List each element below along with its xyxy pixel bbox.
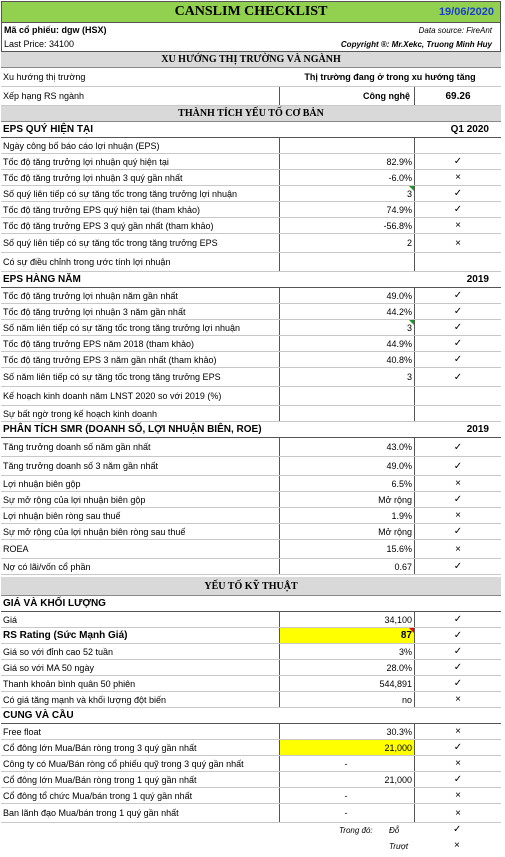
table-row xyxy=(1,438,501,457)
table-row xyxy=(1,387,501,406)
row-check: ✓ xyxy=(453,662,463,673)
row-check: ✓ xyxy=(453,526,463,537)
table-row xyxy=(1,457,501,476)
row-value xyxy=(279,406,415,421)
row-label: Cổ đông tổ chức Mua/bán trong 1 quý gần nhất xyxy=(3,790,193,801)
table-row xyxy=(1,234,501,253)
row-value: 34,100 xyxy=(279,612,415,627)
row-label: Tốc độ tăng trưởng EPS năm 2018 (tham khảo) xyxy=(3,338,195,349)
eps-year-period: 2019 xyxy=(466,274,489,285)
row-label: Số quý liên tiếp có sự tăng tốc trong tăng trưởng lợi nhuận xyxy=(3,188,237,199)
row-label: Cổ đông lớn Mua/Bán ròng trong 1 quý gần nhất xyxy=(3,774,197,785)
row-check: ✓ xyxy=(453,306,463,317)
row-label: Tăng trưởng doanh số 3 năm gần nhất xyxy=(3,461,159,471)
row-value: 21,000 xyxy=(279,772,415,787)
row-check: × xyxy=(455,758,461,769)
table-row xyxy=(1,508,501,524)
legend xyxy=(1,823,501,857)
section-technical xyxy=(1,577,501,596)
row-check xyxy=(415,406,501,421)
table-row xyxy=(1,320,501,336)
section-fundamental xyxy=(1,106,501,122)
row-label: ROEA xyxy=(3,544,29,554)
row-label: Nợ có lãi/vốn cổ phần xyxy=(3,561,91,572)
row-check: ✓ xyxy=(453,188,463,199)
eps-quarter-table xyxy=(1,138,501,272)
row-value: Mở rộng xyxy=(279,492,415,507)
eps-quarter-period: Q1 2020 xyxy=(450,124,489,135)
row-value: 74.9% xyxy=(279,202,415,217)
table-row xyxy=(1,218,501,234)
row-check: ✓ xyxy=(453,678,463,689)
row-label: Lợi nhuận biên ròng sau thuế xyxy=(3,510,121,521)
smr-period: 2019 xyxy=(466,424,489,435)
table-row xyxy=(1,676,501,692)
row-label: Có giá tăng mạnh và khối lượng đột biến xyxy=(3,694,167,705)
eps-quarter-header xyxy=(1,122,501,138)
row-label: Tốc độ tăng trưởng EPS 3 năm gần nhất (tham khảo) xyxy=(3,354,217,365)
row-check: × xyxy=(455,790,461,801)
row-check: ✓ xyxy=(453,156,463,167)
data-source: Data source: FireAnt xyxy=(418,25,492,35)
table-row xyxy=(1,804,501,823)
table-row xyxy=(1,660,501,676)
row-value: 15.6% xyxy=(279,540,415,558)
table-row xyxy=(1,406,501,422)
row-label: Ban lãnh đạo Mua/bán trong 1 quý gần nhất xyxy=(3,808,179,818)
smr-title: PHÂN TÍCH SMR (DOANH SỐ, LỢI NHUẬN BIÊN, ROE) xyxy=(3,424,262,435)
row-check: ✓ xyxy=(453,561,463,572)
table-row xyxy=(1,352,501,368)
row-label: Số năm liên tiếp có sự tăng tốc trong tăng trưởng EPS xyxy=(3,372,221,382)
row-label: Sự mở rộng của lợi nhuận biên gộp xyxy=(3,494,146,505)
row-value: 3% xyxy=(279,644,415,659)
row-label: Có sự điều chỉnh trong ước tính lợi nhuận xyxy=(3,257,171,267)
row-check xyxy=(415,387,501,405)
row-check: ✓ xyxy=(453,354,463,365)
table-row xyxy=(1,756,501,772)
row-value: 544,891 xyxy=(279,676,415,691)
row-value: 30.3% xyxy=(279,724,415,739)
row-label: Số quý liên tiếp có sự tăng tốc trong tăng trưởng EPS xyxy=(3,238,218,248)
row-label: Giá so với đỉnh cao 52 tuần xyxy=(3,646,113,657)
industry-rs: 69.26 xyxy=(445,90,471,102)
table-row xyxy=(1,740,501,756)
row-check: ✓ xyxy=(453,630,463,641)
table-row xyxy=(1,524,501,540)
row-label: Xếp hạng RS ngành xyxy=(3,91,85,101)
report-date: 19/06/2020 xyxy=(438,6,494,18)
eps-quarter-title: EPS QUÝ HIỆN TẠI xyxy=(3,124,94,135)
row-check: ✓ xyxy=(453,338,463,349)
row-label: Tốc độ tăng trưởng lợi nhuận 3 quý gần nhất xyxy=(3,172,183,183)
row-label: Giá so với MA 50 ngày xyxy=(3,662,94,673)
row-check: ✓ xyxy=(453,494,463,505)
row-label: Free float xyxy=(3,726,42,737)
row-check: ✓ xyxy=(453,614,463,625)
row-label: Sự bất ngờ trong kế hoạch kinh doanh xyxy=(3,408,158,419)
row-value: 28.0% xyxy=(279,660,415,675)
row-value: 3 xyxy=(279,186,415,201)
row-value: 43.0% xyxy=(279,438,415,456)
row-label: Tốc độ tăng trưởng EPS 3 quý gần nhất (tham khảo) xyxy=(3,220,214,231)
info-row-1 xyxy=(1,23,501,37)
table-row xyxy=(1,288,501,304)
rs-rating-value: 87 xyxy=(279,628,415,643)
last-price: Last Price: 34100 xyxy=(4,39,75,49)
row-value xyxy=(279,138,415,153)
row-check: × xyxy=(455,543,461,555)
row-label: Giá xyxy=(3,614,18,625)
row-check: ✓ xyxy=(453,646,463,657)
row-label: Cổ đông lớn Mua/Bán ròng trong 3 quý gần nhất xyxy=(3,742,197,753)
price-volume-header xyxy=(1,596,501,612)
section-market-title: XU HƯỚNG THỊ TRƯỜNG VÀ NGÀNH xyxy=(161,54,341,65)
row-check: ✓ xyxy=(453,322,463,333)
row-check: × xyxy=(455,694,461,705)
eps-year-title: EPS HÀNG NĂM xyxy=(3,274,81,285)
row-check: ✓ xyxy=(453,441,463,453)
section-technical-title: YẾU TỐ KỸ THUẬT xyxy=(204,580,298,592)
table-row xyxy=(1,492,501,508)
row-check: × xyxy=(455,237,461,249)
row-value: - xyxy=(279,804,415,822)
legend-label: Trong đó: xyxy=(339,826,373,835)
row-value: 49.0% xyxy=(279,288,415,303)
row-label: RS Rating (Sức Mạnh Giá) xyxy=(3,630,128,641)
table-row xyxy=(1,154,501,170)
table-row xyxy=(1,138,501,154)
market-trend-value: Thị trường đang ở trong xu hướng tăng xyxy=(304,72,476,82)
row-check xyxy=(415,253,501,271)
table-row xyxy=(1,724,501,740)
row-check: ✓ xyxy=(453,371,463,383)
table-row xyxy=(1,476,501,492)
table-row xyxy=(1,253,501,272)
legend-fail-label: Trượt xyxy=(389,842,409,851)
row-value: 6.5% xyxy=(279,476,415,491)
row-label: Tốc độ tăng trưởng EPS quý hiện tại (tham khảo) xyxy=(3,204,201,215)
row-check: × xyxy=(455,172,461,183)
ticker-label: Mã cổ phiếu: dgw (HSX) xyxy=(4,25,107,35)
row-value xyxy=(279,387,415,405)
section-fundamental-title: THÀNH TÍCH YẾU TỐ CƠ BẢN xyxy=(178,108,324,119)
row-label: Tốc độ tăng trưởng lợi nhuận 3 năm gần nhất xyxy=(3,306,186,317)
row-check: ✓ xyxy=(453,460,463,472)
supply-demand-table xyxy=(1,724,501,823)
table-row xyxy=(1,186,501,202)
row-check: ✓ xyxy=(453,204,463,215)
row-value: Mở rộng xyxy=(279,524,415,539)
row-label: Kế hoạch kinh doanh năm LNST 2020 so với 2019 (%) xyxy=(3,391,222,401)
market-row-rs xyxy=(1,87,501,106)
row-value: 3 xyxy=(279,368,415,386)
legend-pass-label: Đỗ xyxy=(389,826,400,835)
cross-icon: × xyxy=(454,840,460,851)
table-row xyxy=(1,202,501,218)
row-label: Tăng trưởng doanh số năm gần nhất xyxy=(3,442,151,452)
table-row xyxy=(1,170,501,186)
table-row xyxy=(1,336,501,352)
row-label: Số năm liên tiếp có sự tăng tốc trong tăng trưởng lợi nhuận xyxy=(3,322,240,333)
market-row-trend xyxy=(1,68,501,87)
row-value: 2 xyxy=(279,234,415,252)
row-label: Lợi nhuận biên gộp xyxy=(3,478,81,489)
table-row xyxy=(1,540,501,559)
row-check: × xyxy=(455,510,461,521)
smr-header xyxy=(1,422,501,438)
smr-table xyxy=(1,438,501,575)
row-label: Công ty có Mua/Bán ròng cổ phiếu quỹ trong 3 quý gần nhất xyxy=(3,758,244,769)
row-label: Ngày công bố báo cáo lợi nhuận (EPS) xyxy=(3,140,160,151)
row-check: ✓ xyxy=(453,774,463,785)
row-label: Xu hướng thị trường xyxy=(3,72,86,82)
table-row xyxy=(1,559,501,575)
row-value: no xyxy=(279,692,415,707)
row-value: 44.9% xyxy=(279,336,415,351)
row-value: 1.9% xyxy=(279,508,415,523)
row-check: × xyxy=(455,220,461,231)
table-row xyxy=(1,788,501,804)
row-value: 82.9% xyxy=(279,154,415,169)
price-volume-title: GIÁ VÀ KHỐI LƯỢNG xyxy=(3,598,106,609)
row-check: × xyxy=(455,726,461,737)
row-check: ✓ xyxy=(453,290,463,301)
supply-demand-title: CUNG VÀ CẦU xyxy=(3,710,74,721)
row-label: Tốc độ tăng trưởng lợi nhuận quý hiện tại xyxy=(3,156,169,167)
row-value: -56.8% xyxy=(279,218,415,233)
copyright: Copyright ®: Mr.Xekc, Truong Minh Huy xyxy=(340,39,492,49)
row-check: ✓ xyxy=(453,742,463,753)
price-volume-table xyxy=(1,612,501,708)
row-check: × xyxy=(455,478,461,489)
eps-year-table xyxy=(1,288,501,422)
supply-demand-header xyxy=(1,708,501,724)
row-value: -6.0% xyxy=(279,170,415,185)
row-value: 49.0% xyxy=(279,457,415,475)
sheet-title: CANSLIM CHECKLIST xyxy=(174,4,328,19)
eps-year-header xyxy=(1,272,501,288)
table-row xyxy=(1,692,501,708)
row-label: Sự mở rộng của lợi nhuận biên ròng sau thuế xyxy=(3,526,186,537)
check-icon: ✓ xyxy=(453,824,462,835)
table-row xyxy=(1,628,501,644)
row-label: Tốc độ tăng trưởng lợi nhuận năm gần nhất xyxy=(3,290,178,301)
canslim-sheet xyxy=(1,1,501,857)
row-value: 40.8% xyxy=(279,352,415,367)
row-value: 3 xyxy=(279,320,415,335)
table-row xyxy=(1,368,501,387)
industry-name: Công nghệ xyxy=(279,87,415,105)
row-check xyxy=(415,138,501,153)
row-value: 0.67 xyxy=(279,559,415,574)
row-check: × xyxy=(455,807,461,819)
row-value xyxy=(279,253,415,271)
info-row-2 xyxy=(1,37,501,52)
title-bar xyxy=(1,1,501,23)
table-row xyxy=(1,772,501,788)
row-label: Thanh khoản bình quân 50 phiên xyxy=(3,678,136,689)
section-market xyxy=(1,52,501,68)
major-holder-value: 21,000 xyxy=(279,740,415,755)
table-row xyxy=(1,644,501,660)
table-row xyxy=(1,304,501,320)
row-value: 44.2% xyxy=(279,304,415,319)
row-value: - xyxy=(279,788,415,803)
table-row xyxy=(1,612,501,628)
row-value: - xyxy=(279,756,415,771)
